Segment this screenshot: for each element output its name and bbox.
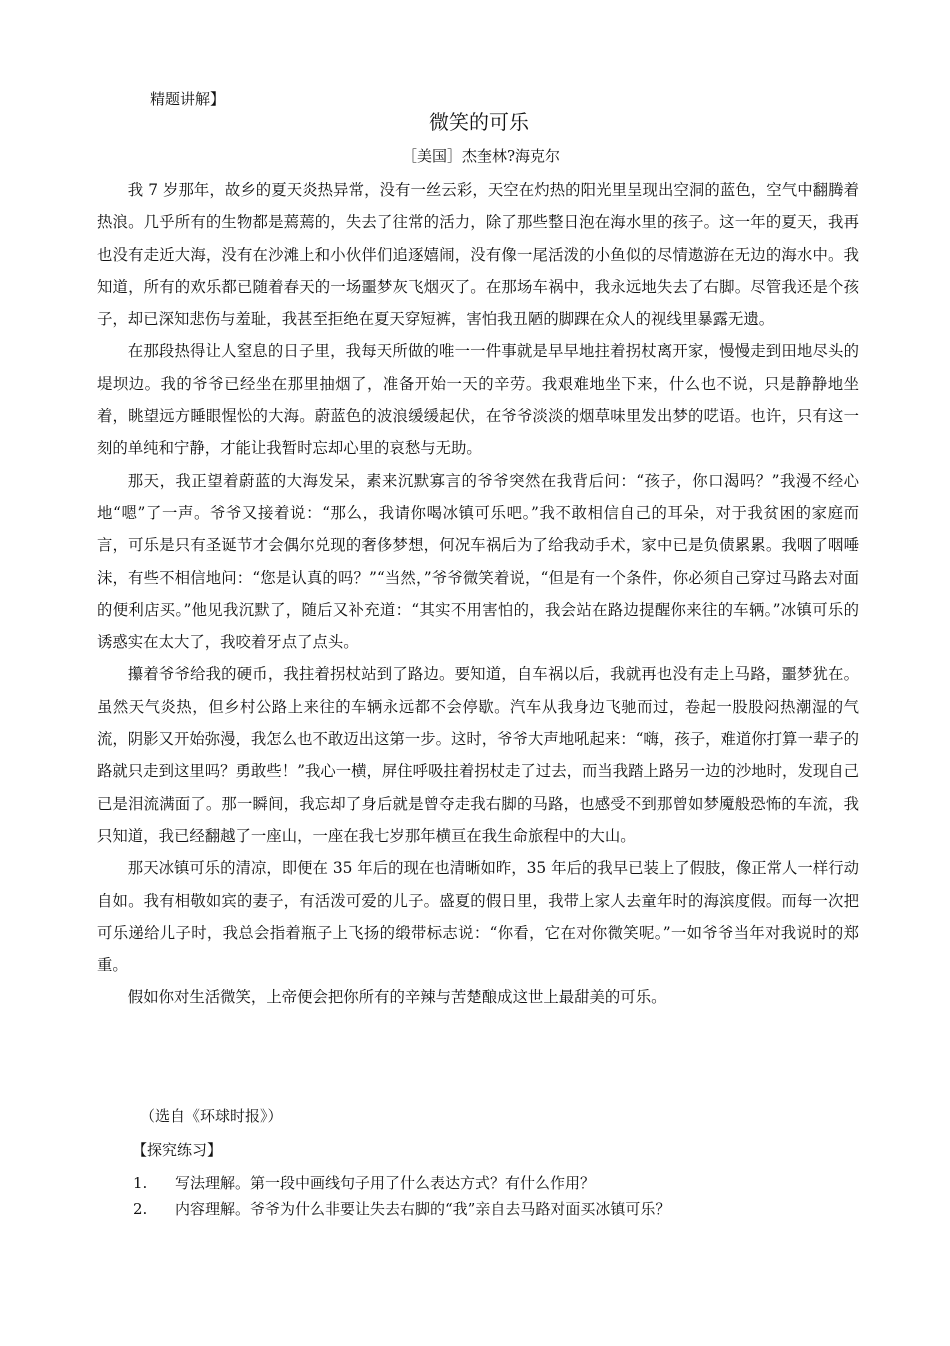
article-body	[97, 174, 859, 1014]
paragraph: 那天，我正望着蔚蓝的大海发呆，素来沉默寡言的爷爷突然在我背后问：“孩子，你口渴吗？”我漫不经心地“嗯”了一声。爷爷又接着说：“那么，我请你喝冰镇可乐吧。”我不敢相信自己的耳朵，对于我贫困的家庭而言，可乐是只有圣诞节才会偶尔兑现的奢侈梦想，何况车祸后为了给我动手术，家中已是负债累累。我咽了咽唾沫，有些不相信地问：“您是认真的吗？”“当然，”爷爷微笑着说，“但是有一个条件，你必须自己穿过马路去对面的便利店买。”他见我沉默了，随后又补充道：“其实不用害怕的，我会站在路边提醒你来往的车辆。”冰镇可乐的诱惑实在太大了，我咬着牙点了点头。	[97, 471, 859, 652]
question-text: 写法理解。第一段中画线句子用了什么表达方式？有什么作用？	[175, 1174, 596, 1192]
paragraph: 在那段热得让人窒息的日子里，我每天所做的唯一一件事就是早早地拄着拐杖离开家，慢慢走到田地尽头的堤坝边。我的爷爷已经坐在那里抽烟了，准备开始一天的辛劳。我艰难地坐下来，什么也不说，只是静静地坐着，眺望远方睡眼惺忪的大海。蔚蓝色的波浪缓缓起伏，在爷爷淡淡的烟草味里发出梦的呓语。也许，只有这一刻的单纯和宁静，才能让我暂时忘却心里的哀愁与无助。	[97, 342, 859, 458]
paragraph: 假如你对生活微笑，上帝便会把你所有的辛辣与苦楚酿成这世上最甜美的可乐。	[127, 988, 667, 1007]
question-item	[133, 1196, 873, 1222]
section-label: 精题讲解】	[150, 90, 226, 108]
article-source: （选自《环球时报》）	[140, 1107, 283, 1125]
question-number: 2.	[133, 1200, 148, 1218]
question-number: 1.	[133, 1174, 148, 1192]
article-title: 微笑的可乐	[429, 110, 529, 134]
paragraph: 我 7 岁那年，故乡的夏天炎热异常，没有一丝云彩，天空在灼热的阳光里呈现出空洞的蓝色，空气中翻腾着热浪。几乎所有的生物都是蔫蔫的，失去了往常的活力，除了那些整日泡在海水里的孩子。这一年的夏天，我再也没有走近大海，没有在沙滩上和小伙伴们追逐嬉闹，没有像一尾活泼的小鱼似的尽情遨游在无边的海水中。我知道，所有的欢乐都已随着春天的一场噩梦灰飞烟灭了。在那场车祸中，我永远地失去了右脚。尽管我还是个孩子，却已深知悲伤与羞耻，我甚至拒绝在夏天穿短裤，害怕我丑陋的脚踝在众人的视线里暴露无遗。	[97, 181, 859, 329]
question-text: 内容理解。爷爷为什么非要让失去右脚的“我”亲自去马路对面买冰镇可乐？	[175, 1200, 671, 1218]
article-author: ［美国］杰奎林?海克尔	[401, 147, 561, 165]
paragraph: 那天冰镇可乐的清凉，即便在 35 年后的现在也清晰如昨，35 年后的我早已装上了假肢，像正常人一样行动自如。我有相敬如宾的妻子，有活泼可爱的儿子。盛夏的假日里，我带上家人去童年时的海滨度假。而每一次把可乐递给儿子时，我总会指着瓶子上飞扬的缎带标志说：“你看，它在对你微笑呢。”一如爷爷当年对我说时的郑重。	[97, 859, 859, 975]
question-item	[133, 1170, 873, 1196]
question-list	[133, 1170, 873, 1222]
exercise-header: 【探究练习】	[132, 1141, 223, 1159]
paragraph: 攥着爷爷给我的硬币，我拄着拐杖站到了路边。要知道，自车祸以后，我就再也没有走上马路，噩梦犹在。虽然天气炎热，但乡村公路上来往的车辆永远都不会停歇。汽车从我身边飞驰而过，卷起一股股闷热潮湿的气流，阴影又开始弥漫，我怎么也不敢迈出这第一步。这时，爷爷大声地吼起来：“嗨，孩子，难道你打算一辈子的路就只走到这里吗？勇敢些！”我心一横，屏住呼吸拄着拐杖走了过去，而当我踏上路另一边的沙地时，发现自己已是泪流满面了。那一瞬间，我忘却了身后就是曾夺走我右脚的马路，也感受不到那曾如梦魇般恐怖的车流，我只知道，我已经翻越了一座山，一座在我七岁那年横亘在我生命旅程中的大山。	[97, 665, 860, 845]
